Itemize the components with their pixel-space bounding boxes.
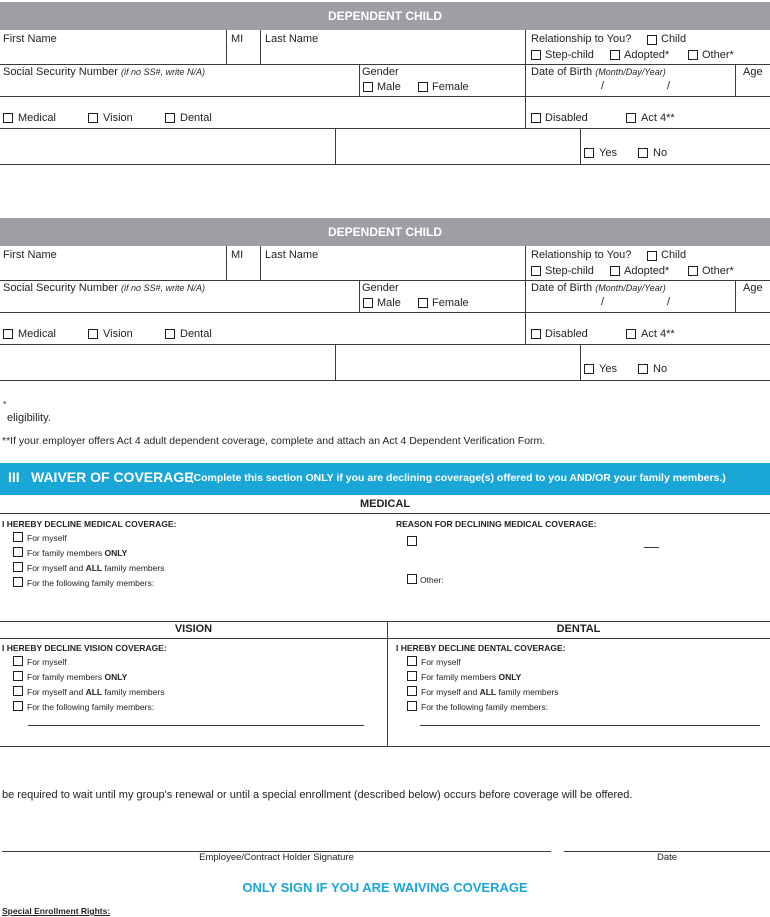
dental-family-checkbox[interactable] bbox=[407, 671, 417, 681]
yes-checkbox[interactable] bbox=[584, 148, 594, 158]
dental-following-label: For the following family members: bbox=[421, 702, 549, 712]
female-checkbox[interactable] bbox=[418, 298, 428, 308]
other-label: Other* bbox=[702, 49, 734, 61]
child-label: Child bbox=[661, 249, 687, 261]
reason-other-label: Other: bbox=[420, 575, 444, 585]
ssn-label: Social Security Number (if no SS#, write N/A) bbox=[3, 282, 206, 294]
date-label: Date bbox=[656, 852, 678, 863]
act4-label: Act 4** bbox=[641, 328, 675, 340]
other-label: Other* bbox=[702, 265, 734, 277]
child-checkbox[interactable] bbox=[647, 251, 657, 261]
section-header: DEPENDENT CHILD bbox=[0, 218, 770, 246]
male-checkbox[interactable] bbox=[363, 298, 373, 308]
other-checkbox[interactable] bbox=[688, 266, 698, 276]
gender-label: Gender bbox=[362, 66, 399, 78]
dental-family-label: For family members ONLY bbox=[421, 672, 522, 682]
medical-heading: MEDICAL bbox=[359, 498, 411, 510]
waiver-header-bar bbox=[0, 463, 770, 495]
gender-label: Gender bbox=[362, 282, 399, 294]
first-name-label: First Name bbox=[3, 249, 57, 261]
reason-other-checkbox[interactable] bbox=[407, 574, 417, 584]
dob-label: Date of Birth (Month/Day/Year) bbox=[531, 66, 666, 78]
medical-label: Medical bbox=[18, 328, 56, 340]
other-checkbox[interactable] bbox=[688, 50, 698, 60]
vision-myself-label: For myself bbox=[27, 657, 67, 667]
vision-label: Vision bbox=[103, 112, 133, 124]
medical-checkbox[interactable] bbox=[3, 113, 13, 123]
medical-following-label: For the following family members: bbox=[27, 578, 155, 588]
dental-label: Dental bbox=[180, 328, 212, 340]
disabled-label: Disabled bbox=[545, 112, 588, 124]
section-header: DEPENDENT CHILD bbox=[0, 2, 770, 30]
disabled-label: Disabled bbox=[545, 328, 588, 340]
dental-checkbox[interactable] bbox=[165, 113, 175, 123]
adopted-label: Adopted* bbox=[624, 265, 670, 277]
decline-dental-label: I HEREBY DECLINE DENTAL COVERAGE: bbox=[396, 643, 566, 653]
waiver-title: WAIVER OF COVERAGE bbox=[31, 469, 194, 485]
medical-myself-checkbox[interactable] bbox=[13, 532, 23, 542]
medical-family-checkbox[interactable] bbox=[13, 547, 23, 557]
dental-heading: DENTAL bbox=[556, 623, 601, 635]
adopted-label: Adopted* bbox=[624, 49, 670, 61]
dental-myself-checkbox[interactable] bbox=[407, 656, 417, 666]
ssn-label: Social Security Number (if no SS#, write N/A) bbox=[3, 66, 206, 78]
child-checkbox[interactable] bbox=[647, 35, 657, 45]
vision-all-checkbox[interactable] bbox=[13, 686, 23, 696]
act4-checkbox[interactable] bbox=[626, 113, 636, 123]
no-label: No bbox=[653, 363, 668, 375]
section-number: III bbox=[8, 469, 20, 485]
dental-myself-label: For myself bbox=[421, 657, 461, 667]
first-name-label: First Name bbox=[3, 33, 57, 45]
adopted-checkbox[interactable] bbox=[610, 50, 620, 60]
female-checkbox[interactable] bbox=[418, 82, 428, 92]
medical-family-label: For family members ONLY bbox=[27, 548, 128, 558]
sign-note: ONLY SIGN IF YOU ARE WAIVING COVERAGE bbox=[242, 880, 528, 895]
vision-all-label: For myself and ALL family members bbox=[27, 687, 165, 697]
medical-myself-label: For myself bbox=[27, 533, 67, 543]
dob-slash: / bbox=[667, 80, 671, 92]
dental-all-label: For myself and ALL family members bbox=[421, 687, 559, 697]
mi-label: MI bbox=[231, 33, 244, 45]
vision-heading: VISION bbox=[174, 623, 213, 635]
dob-slash: / bbox=[601, 296, 605, 308]
no-label: No bbox=[653, 147, 668, 159]
dental-following-checkbox[interactable] bbox=[407, 701, 417, 711]
vision-checkbox[interactable] bbox=[88, 113, 98, 123]
last-name-label: Last Name bbox=[265, 249, 319, 261]
act4-label: Act 4** bbox=[641, 112, 675, 124]
dental-all-checkbox[interactable] bbox=[407, 686, 417, 696]
dental-checkbox[interactable] bbox=[165, 329, 175, 339]
medical-checkbox[interactable] bbox=[3, 329, 13, 339]
no-checkbox[interactable] bbox=[638, 364, 648, 374]
reason-medical-label: REASON FOR DECLINING MEDICAL COVERAGE: bbox=[396, 519, 597, 529]
dental-members-line[interactable] bbox=[420, 725, 760, 726]
medical-following-checkbox[interactable] bbox=[13, 577, 23, 587]
yes-label: Yes bbox=[599, 363, 617, 375]
vision-family-checkbox[interactable] bbox=[13, 671, 23, 681]
step-child-label: Step-child bbox=[545, 49, 594, 61]
medical-all-label: For myself and ALL family members bbox=[27, 563, 165, 573]
footnote-act4: **If your employer offers Act 4 adult dependent coverage, complete and attach an Act 4 Dependent Verification Form. bbox=[2, 435, 546, 447]
dental-label: Dental bbox=[180, 112, 212, 124]
male-label: Male bbox=[377, 81, 401, 93]
renewal-text: be required to wait until my group's renewal or until a special enrollment (described below) occurs before coverage will be offered. bbox=[2, 789, 633, 801]
child-label: Child bbox=[661, 33, 687, 45]
special-enrollment-heading: Special Enrollment Rights: bbox=[2, 906, 111, 916]
yes-label: Yes bbox=[599, 147, 617, 159]
vision-following-label: For the following family members: bbox=[27, 702, 155, 712]
relationship-label: Relationship to You? bbox=[531, 33, 632, 45]
medical-label: Medical bbox=[18, 112, 56, 124]
disabled-checkbox[interactable] bbox=[531, 113, 541, 123]
vision-myself-checkbox[interactable] bbox=[13, 656, 23, 666]
vision-members-line[interactable] bbox=[28, 725, 364, 726]
female-label: Female bbox=[432, 297, 469, 309]
decline-vision-label: I HEREBY DECLINE VISION COVERAGE: bbox=[2, 643, 167, 653]
step-child-checkbox[interactable] bbox=[531, 266, 541, 276]
footnote-star: * bbox=[3, 399, 7, 409]
waiver-note: (Complete this section ONLY if you are declining coverage(s) offered to you AND/OR your family members.) bbox=[190, 472, 726, 484]
age-label: Age bbox=[743, 66, 763, 78]
reason-blank-line bbox=[644, 547, 659, 548]
yes-checkbox[interactable] bbox=[584, 364, 594, 374]
relationship-label: Relationship to You? bbox=[531, 249, 632, 261]
age-label: Age bbox=[743, 282, 763, 294]
no-checkbox[interactable] bbox=[638, 148, 648, 158]
vision-checkbox[interactable] bbox=[88, 329, 98, 339]
mi-label: MI bbox=[231, 249, 244, 261]
dob-slash: / bbox=[601, 80, 605, 92]
act4-checkbox[interactable] bbox=[626, 329, 636, 339]
dob-label: Date of Birth (Month/Day/Year) bbox=[531, 282, 666, 294]
male-label: Male bbox=[377, 297, 401, 309]
signature-label: Employee/Contract Holder Signature bbox=[199, 852, 354, 863]
disabled-checkbox[interactable] bbox=[531, 329, 541, 339]
step-child-checkbox[interactable] bbox=[531, 50, 541, 60]
medical-all-checkbox[interactable] bbox=[13, 562, 23, 572]
adopted-checkbox[interactable] bbox=[610, 266, 620, 276]
dob-slash: / bbox=[667, 296, 671, 308]
step-child-label: Step-child bbox=[545, 265, 594, 277]
decline-medical-label: I HEREBY DECLINE MEDICAL COVERAGE: bbox=[2, 519, 177, 529]
footnote-eligibility: eligibility. bbox=[7, 412, 51, 424]
vision-family-label: For family members ONLY bbox=[27, 672, 128, 682]
female-label: Female bbox=[432, 81, 469, 93]
male-checkbox[interactable] bbox=[363, 82, 373, 92]
vision-following-checkbox[interactable] bbox=[13, 701, 23, 711]
reason-checkbox[interactable] bbox=[407, 536, 417, 546]
vision-label: Vision bbox=[103, 328, 133, 340]
last-name-label: Last Name bbox=[265, 33, 319, 45]
